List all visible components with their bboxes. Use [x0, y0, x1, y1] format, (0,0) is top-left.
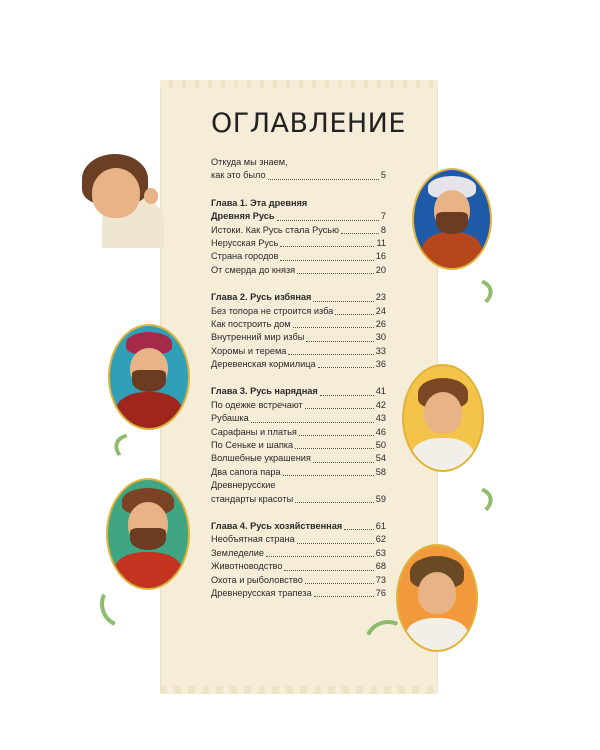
toc-page-number: 36 — [375, 359, 386, 370]
toc-spacer — [211, 183, 386, 197]
dot-leader — [305, 583, 374, 584]
toc-entry-title: Глава 1. Эта древняя — [211, 197, 308, 208]
page-title: ОГЛАВЛЕНИЕ — [211, 108, 406, 139]
toc-page-number: 33 — [375, 345, 386, 356]
toc-page-number: 63 — [375, 547, 386, 558]
toc-entry-title: Нерусская Русь — [211, 237, 279, 248]
dot-leader — [344, 529, 374, 530]
toc-entry[interactable] — [211, 250, 386, 263]
toc-page-number: 7 — [380, 211, 386, 222]
toc-entry-title: Глава 2. Русь избяная — [211, 292, 312, 303]
toc-page-number: 23 — [375, 292, 386, 303]
toc-entry-title: По Сеньке и шапка — [211, 440, 294, 451]
toc-entry-title: Земледелие — [211, 547, 265, 558]
toc-entry[interactable] — [211, 466, 386, 479]
toc-entry-title: Животноводство — [211, 561, 283, 572]
portrait-young-man-right — [402, 364, 484, 472]
dot-leader — [335, 314, 373, 315]
toc-page-number: 59 — [375, 493, 386, 504]
toc-entry[interactable] — [211, 358, 386, 371]
toc-entry[interactable] — [211, 547, 386, 560]
dot-leader — [284, 570, 373, 571]
toc-entry[interactable] — [211, 345, 386, 358]
toc-entry[interactable] — [211, 237, 386, 250]
dot-leader — [283, 475, 374, 476]
toc-page-number: 73 — [375, 574, 386, 585]
toc-entry[interactable] — [211, 399, 386, 412]
toc-page-number: 46 — [375, 426, 386, 437]
toc-page-number: 26 — [375, 318, 386, 329]
toc-entry-title: Необъятная страна — [211, 534, 295, 545]
dot-leader — [280, 246, 374, 247]
dot-leader — [280, 260, 373, 261]
toc-page-number: 68 — [375, 561, 386, 572]
toc-chapter[interactable] — [211, 291, 386, 304]
dot-leader — [320, 395, 374, 396]
toc-entry-title: Древняя Русь — [211, 211, 275, 222]
dot-leader — [268, 179, 379, 180]
toc-entry[interactable] — [211, 156, 386, 183]
toc-entry[interactable] — [211, 264, 386, 277]
toc-page-number: 20 — [375, 264, 386, 275]
toc-page-number: 62 — [375, 534, 386, 545]
toc-entry-title: Глава 4. Русь хозяйственная — [211, 520, 343, 531]
toc-entry-title: Глава 3. Русь нарядная — [211, 386, 318, 397]
toc-spacer — [211, 277, 386, 291]
portrait-prince-top-right — [412, 168, 492, 270]
toc-entry[interactable] — [211, 305, 386, 318]
toc-chapter[interactable] — [211, 385, 386, 398]
dot-leader — [313, 301, 373, 302]
toc-entry-title: стандарты красоты — [211, 493, 294, 504]
toc-entry-title: Охота и рыболовство — [211, 574, 303, 585]
toc-page-number: 41 — [375, 386, 386, 397]
toc-entry[interactable] — [211, 426, 386, 439]
toc-page-number: 8 — [380, 224, 386, 235]
dot-leader — [318, 367, 374, 368]
dot-leader — [295, 502, 373, 503]
toc-page-number: 50 — [375, 440, 386, 451]
toc-page-number: 16 — [375, 251, 386, 262]
table-of-contents — [211, 156, 386, 600]
toc-entry-title: По одежке встречают — [211, 399, 303, 410]
dot-leader — [251, 422, 374, 423]
toc-entry-title: Откуда мы знаем, — [211, 157, 288, 167]
toc-entry[interactable] — [211, 318, 386, 331]
toc-entry-title: Древнерусские — [211, 480, 276, 491]
dot-leader — [299, 435, 374, 436]
toc-page-number: 76 — [375, 587, 386, 598]
toc-entry[interactable] — [211, 479, 386, 506]
toc-entry-title: Истоки. Как Русь стала Русью — [211, 224, 339, 235]
toc-entry-title: Хоромы и терема — [211, 345, 287, 356]
toc-entry[interactable] — [211, 331, 386, 344]
dot-leader — [305, 408, 374, 409]
toc-entry-title: Два сапога пара — [211, 466, 281, 477]
toc-entry[interactable] — [211, 587, 386, 600]
dot-leader — [306, 341, 373, 342]
toc-chapter[interactable] — [211, 520, 386, 533]
dot-leader — [297, 543, 374, 544]
toc-entry[interactable] — [211, 574, 386, 587]
toc-entry[interactable] — [211, 560, 386, 573]
toc-page-number: 5 — [380, 170, 386, 181]
portrait-man-left — [106, 478, 190, 590]
toc-entry-title: Страна городов — [211, 251, 279, 262]
toc-entry-title: как это было — [211, 170, 266, 181]
dot-leader — [297, 273, 374, 274]
toc-entry-title: Без топора не строится изба — [211, 305, 334, 316]
toc-chapter[interactable] — [211, 197, 386, 224]
toc-page-number: 30 — [375, 332, 386, 343]
toc-page-number: 61 — [375, 520, 386, 531]
toc-entry-title: Как построить дом — [211, 318, 291, 329]
dot-leader — [288, 354, 373, 355]
dot-leader — [277, 220, 379, 221]
toc-entry[interactable] — [211, 439, 386, 452]
toc-entry[interactable] — [211, 412, 386, 425]
dot-leader — [313, 462, 374, 463]
toc-page-number: 43 — [375, 413, 386, 424]
toc-page-number: 58 — [375, 466, 386, 477]
toc-entry-title: Деревенская кормилица — [211, 359, 316, 370]
portrait-boyar-left — [108, 324, 190, 430]
dot-leader — [341, 233, 379, 234]
toc-entry-title: Внутренний мир избы — [211, 332, 305, 343]
toc-entry[interactable] — [211, 452, 386, 465]
toc-spacer — [211, 371, 386, 385]
toc-page-number: 24 — [375, 305, 386, 316]
toc-entry-title: Рубашка — [211, 413, 249, 424]
toc-entry-title: Древнерусская трапеза — [211, 587, 312, 598]
dot-leader — [266, 556, 374, 557]
toc-entry-title: От смерда до князя — [211, 264, 296, 275]
dot-leader — [314, 596, 374, 597]
dot-leader — [295, 448, 374, 449]
toc-page-number: 54 — [375, 453, 386, 464]
toc-spacer — [211, 506, 386, 520]
toc-page-number: 42 — [375, 399, 386, 410]
toc-page-number: 11 — [376, 237, 386, 248]
toc-entry-title: Волшебные украшения — [211, 453, 311, 464]
dot-leader — [293, 327, 374, 328]
toc-entry-title: Сарафаны и платья — [211, 426, 297, 437]
toc-entry[interactable] — [211, 533, 386, 546]
toc-entry[interactable] — [211, 224, 386, 237]
